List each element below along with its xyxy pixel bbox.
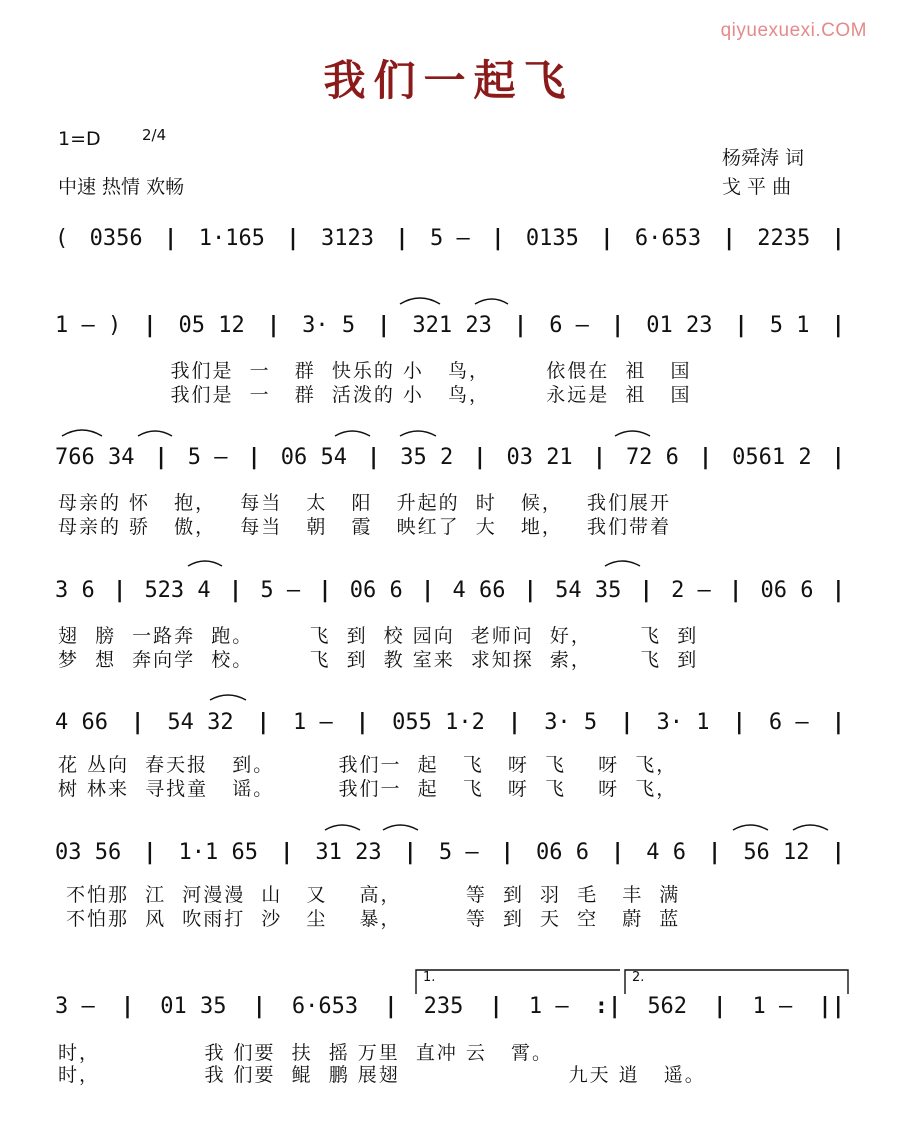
lyric-verse-2: 不怕那 风 吹雨打 沙 尘 暴， 等 到 天 空 蔚 蓝 xyxy=(58,908,681,930)
note-group: 6·653 xyxy=(291,993,359,1019)
note-group: 56 12 xyxy=(743,839,810,865)
slur-mark xyxy=(325,825,360,830)
note-group: 3 – xyxy=(55,993,95,1019)
barline: | xyxy=(403,839,417,865)
note-group: 1·165 xyxy=(198,225,265,251)
slur-mark xyxy=(188,561,222,566)
time-signature: 2/4 xyxy=(142,126,167,144)
slur-mark xyxy=(733,825,768,830)
note-group: 2 – xyxy=(671,577,711,603)
slur-mark xyxy=(400,298,440,304)
barline: | xyxy=(252,993,266,1019)
final-barline: || xyxy=(818,993,845,1019)
barline: | xyxy=(734,312,748,338)
note-group: 766 34 xyxy=(55,444,135,470)
barline: | xyxy=(489,993,503,1019)
score-line-2 xyxy=(55,305,845,345)
note-group: 3· 5 xyxy=(544,709,598,735)
barline: | xyxy=(256,709,270,735)
note-group: 3· 1 xyxy=(656,709,710,735)
barline: | xyxy=(131,709,145,735)
note-group: 6 – xyxy=(768,709,809,735)
barline: | xyxy=(831,312,845,338)
lyric-verse-2: 母亲的 骄 傲， 每当 朝 霞 映红了 大 地， 我们带着 xyxy=(58,516,671,538)
barline: | xyxy=(600,225,614,251)
barline: | xyxy=(473,444,487,470)
barline: | xyxy=(266,312,281,338)
song-title: 我们一起飞 xyxy=(323,56,574,105)
barline: | xyxy=(639,577,653,603)
slur-mark xyxy=(383,825,418,830)
second-ending-label: 2. xyxy=(632,970,645,985)
lyric-verse-2: 我们是 一 群 活泼的 小 鸟， 永远是 祖 国 xyxy=(58,384,692,406)
barline: | xyxy=(722,225,736,251)
composer-credit: 戈 平 曲 xyxy=(722,176,792,198)
barline: | xyxy=(247,444,261,470)
barline: | xyxy=(698,444,713,470)
note-group: 235 xyxy=(423,993,464,1019)
slur-mark xyxy=(605,561,640,566)
note-group: 5 1 xyxy=(769,312,810,338)
slur-mark xyxy=(62,430,102,436)
score-line-5 xyxy=(55,702,845,742)
note-group: 01 35 xyxy=(160,993,227,1019)
note-group: 72 6 xyxy=(625,444,679,470)
lyric-verse-1: 我们是 一 群 快乐的 小 鸟， 依偎在 祖 国 xyxy=(58,360,692,382)
lyric-verse-1: 不怕那 江 河漫漫 山 又 高， 等 到 羽 毛 丰 满 xyxy=(58,884,681,906)
key-signature: 1=D xyxy=(58,128,101,150)
barline: | xyxy=(143,312,157,338)
note-group: 03 21 xyxy=(506,444,573,470)
barline: | xyxy=(366,444,381,470)
score-line-3 xyxy=(55,437,845,477)
barline: | xyxy=(831,709,845,735)
barline: | xyxy=(112,577,127,603)
barline: | xyxy=(280,839,294,865)
slur-mark xyxy=(138,431,172,436)
note-group: 1 – xyxy=(292,709,333,735)
note-group: 055 1·2 xyxy=(392,709,485,735)
slur-mark xyxy=(335,431,370,436)
note-group: 1 – xyxy=(528,993,569,1019)
barline: | xyxy=(610,839,625,865)
note-group: ( xyxy=(55,225,69,251)
note-group: 06 54 xyxy=(280,444,347,470)
lyric-verse-2: 梦 想 奔向学 校。 飞 到 教 室来 求知探 索， 飞 到 xyxy=(58,649,699,671)
slur-mark xyxy=(475,299,508,304)
note-group: 31 23 xyxy=(315,839,382,865)
note-group: 562 xyxy=(647,993,688,1019)
lyric-verse-1: 母亲的 怀 抱， 每当 太 阳 升起的 时 候， 我们展开 xyxy=(58,492,671,514)
note-group: 5 – xyxy=(187,444,228,470)
barline: | xyxy=(318,577,332,603)
note-group: 5 – xyxy=(430,225,470,251)
lyricist-credit: 杨舜涛 词 xyxy=(722,147,805,169)
barline: | xyxy=(513,312,528,338)
lyric-verse-2: 树 林来 寻找童 谣。 我们一 起 飞 呀 飞 呀 飞， xyxy=(58,778,678,800)
score-line-6 xyxy=(55,832,845,872)
note-group: 0356 xyxy=(89,225,143,251)
barline: | xyxy=(377,312,391,338)
barline: | xyxy=(713,993,727,1019)
note-group: 06 6 xyxy=(760,577,814,603)
score-line-1 xyxy=(55,218,845,258)
note-group: 6·653 xyxy=(634,225,702,251)
barline: | xyxy=(507,709,522,735)
barline: | xyxy=(732,709,746,735)
note-group: 4 66 xyxy=(55,709,108,735)
note-group: 1·1 65 xyxy=(178,839,259,865)
barline: | xyxy=(831,577,845,603)
note-group: 3123 xyxy=(321,225,374,251)
watermark-text: qiyuexuexi.COM xyxy=(720,20,867,41)
note-group: 6 – xyxy=(549,312,589,338)
barline: | xyxy=(143,839,157,865)
tempo-marking: 中速 热情 欢畅 xyxy=(58,176,185,198)
slur-mark xyxy=(210,695,246,700)
note-group: 03 56 xyxy=(55,839,122,865)
note-group: 321 23 xyxy=(412,312,492,338)
slur-mark xyxy=(400,431,436,436)
barline: | xyxy=(500,839,514,865)
note-group: 06 6 xyxy=(535,839,589,865)
note-group: 05 12 xyxy=(178,312,245,338)
barline: | xyxy=(523,577,537,603)
note-group: 4 66 xyxy=(452,577,506,603)
lyric-verse-1: 翅 膀 一路奔 跑。 飞 到 校 园向 老师问 好， 飞 到 xyxy=(58,625,699,647)
barline: | xyxy=(831,225,845,251)
note-group: 54 32 xyxy=(167,709,234,735)
lyric-verse-1: 花 丛向 春天报 到。 我们一 起 飞 呀 飞 呀 飞， xyxy=(58,754,678,776)
barline: | xyxy=(395,225,409,251)
barline: | xyxy=(120,993,135,1019)
note-group: 01 23 xyxy=(646,312,713,338)
slur-mark xyxy=(615,431,650,436)
note-group: 3· 5 xyxy=(302,312,356,338)
lyric-verse-1: 时， 我 们要 扶 摇 万里 直冲 云 霄。 xyxy=(58,1042,553,1064)
note-group: 35 2 xyxy=(400,444,454,470)
barline: | xyxy=(286,225,300,251)
repeat-barline: :| xyxy=(594,993,622,1019)
note-group: 1 – xyxy=(752,993,793,1019)
note-group: 3 6 xyxy=(55,577,95,603)
lyric-verse-2: 时， 我 们要 鲲 鹏 展翅 九天 逍 遥。 xyxy=(58,1064,706,1086)
barline: | xyxy=(831,839,845,865)
note-group: 523 4 xyxy=(144,577,211,603)
barline: | xyxy=(831,444,845,470)
barline: | xyxy=(729,577,743,603)
barline: | xyxy=(708,839,722,865)
note-group: 4 6 xyxy=(646,839,686,865)
barline: | xyxy=(610,312,625,338)
note-group: 2235 xyxy=(757,225,811,251)
barline: | xyxy=(355,709,370,735)
barline: | xyxy=(384,993,398,1019)
barline: | xyxy=(164,225,178,251)
note-group: 1 – ) xyxy=(55,312,122,338)
barline: | xyxy=(228,577,243,603)
note-group: 0135 xyxy=(525,225,579,251)
note-group: 54 35 xyxy=(555,577,622,603)
note-group: 5 – xyxy=(438,839,479,865)
barline: | xyxy=(421,577,435,603)
score-line-4 xyxy=(55,570,845,610)
barline: | xyxy=(592,444,606,470)
barline: | xyxy=(154,444,168,470)
slur-mark xyxy=(793,825,828,830)
note-group: 5 – xyxy=(260,577,301,603)
note-group: 0561 2 xyxy=(732,444,812,470)
barline: | xyxy=(620,709,634,735)
score-line-7 xyxy=(55,986,845,1026)
barline: | xyxy=(491,225,505,251)
first-ending-label: 1. xyxy=(423,970,436,985)
note-group: 06 6 xyxy=(349,577,403,603)
